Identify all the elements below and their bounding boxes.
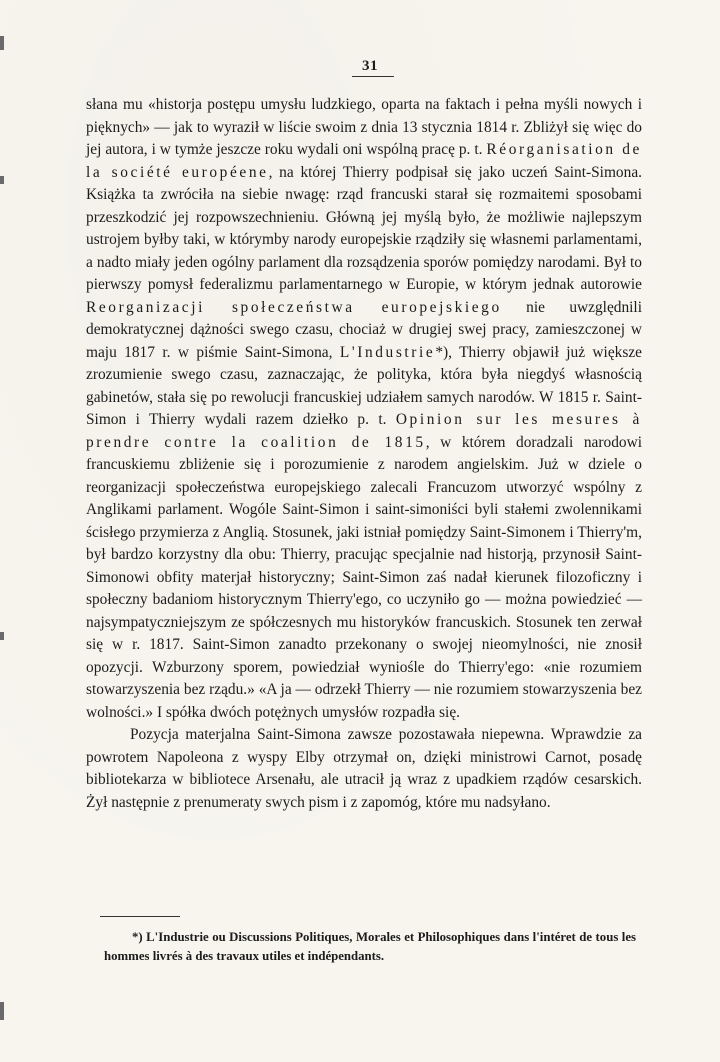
footnote: *) L'Industrie ou Discussions Politiques, Morales et Philosophiques dans l'intéret de tous les hommes livrés à des travaux utiles et indépendants. <box>104 930 636 963</box>
paragraph-2: Pozycja materjalna Saint-Simona zawsze pozostawała niepewna. Wprawdzie za powrotem Napoleona z wyspy Elby otrzymał on, dzięki ministrowi Carnot, posadę bibliotekarza w bibliotece Arsenału, ale utracił ją wraz z upadkiem rządów cesarskich. Żył następnie z prenumeraty swych pism i z zapomóg, które mu nadsyłano. <box>86 726 642 811</box>
scan-edge-mark <box>0 176 4 184</box>
spaced-title: L'Industrie <box>339 343 436 361</box>
text-segment: nie uwzględnili demokratycznej dążności swego czasu, chociaż w drugiej swej pracy, zamieszczonej w maju 1817 r. w piśmie Saint-Simona, <box>86 298 642 361</box>
spaced-title: Opinion sur les mesures à prendre contre la coalition de 1815 <box>86 411 642 451</box>
spaced-title: Réorganisation de la société européene <box>86 141 642 181</box>
text-segment: , na której Thierry podpisał się jako uczeń Saint-Simona. Książka ta zwróciła na siebie nwagę: rząd francuski starał się rozmaitemi sposobami przeszkodzić jej rozpowszechnieniu. Główną jej myślą było, że możliwie najlepszym ustrojem byłby taki, w którymby narody europejskie rządziły się własnemi parlamentami, a nadto miały jeden ogólny parlament dla rozsądzenia sporów pomiędzy narodami. Był to pierwszy pomysł federalizmu parlamentarnego w Europie, w którym jednak autorowie <box>86 163 642 293</box>
spaced-title: Reorganizacji społeczeństwa europejskiego <box>86 298 502 316</box>
text-segment: *), Thierry objawił już większe zrozumienie swego czasu, zaznaczając, że polityka, która była niegdyś własnością gabinetów, stała się po rewolucji francuskiej udziałem samych narodów. W 1815 r. Saint-Simon i Thierry wydali razem dziełko p. t. <box>86 343 643 428</box>
footnote-rule <box>100 916 180 917</box>
scan-edge-mark <box>0 1002 4 1020</box>
scan-edge-mark <box>0 632 4 640</box>
body-text <box>86 94 642 814</box>
page-number-rule <box>352 76 394 77</box>
paragraph-1 <box>86 94 642 724</box>
text-segment: , w którem doradzali narodowi francuskiemu zbliżenie się i porozumienie z narodem angielskim. Już w dziele o reorganizacji społeczeństwa europejskiego zalecali Francuzom utworzyć wspólny z Anglikami parlament. Wogóle Saint-Simon i saint-simoniści byli stałemi zwolennikami ścisłego przymierza z Anglią. Stosunek, jaki istniał pomiędzy Saint-Simonem i Thierry'm, był bardzo korzystny dla obu: Thierry, pracując specjalnie nad historją, przynosił Saint-Simonowi obfity materjał historyczny; Saint-Simon zaś nadał kierunek filozoficzny i społeczny badaniom historycznym Thierry'ego, co uczyniło go — można powiedzieć — najsympatyczniejszym ze spółczesnych mu historyków francuskich. Stosunek ten zerwał się w r. 1817. Saint-Simon zanadto przekonany o swojej nieomylności, nie znosił opozycji. Wzburzony sporem, powiedział wyniośle do Thierry'ego: «nie rozumiem stowarzyszenia bez rządu.» «A ja — odrzekł Thierry — nie rozumiem stowarzyszenia bez wolności.» I spółka dwóch potężnych umysłów rozpadła się. <box>86 433 642 721</box>
scan-edge-mark <box>0 36 4 50</box>
page-number: 31 <box>362 58 378 74</box>
text-segment: słana mu «historja postępu umysłu ludzkiego, oparta na faktach i pełna myśli nowych i pięknych» — jak to wyraził w liście swoim z dnia 13 stycznia 1814 r. Zbliżył się więc do jej autora, i w tymże jeszcze roku wydali oni wspólną pracę p. t. <box>86 96 642 158</box>
